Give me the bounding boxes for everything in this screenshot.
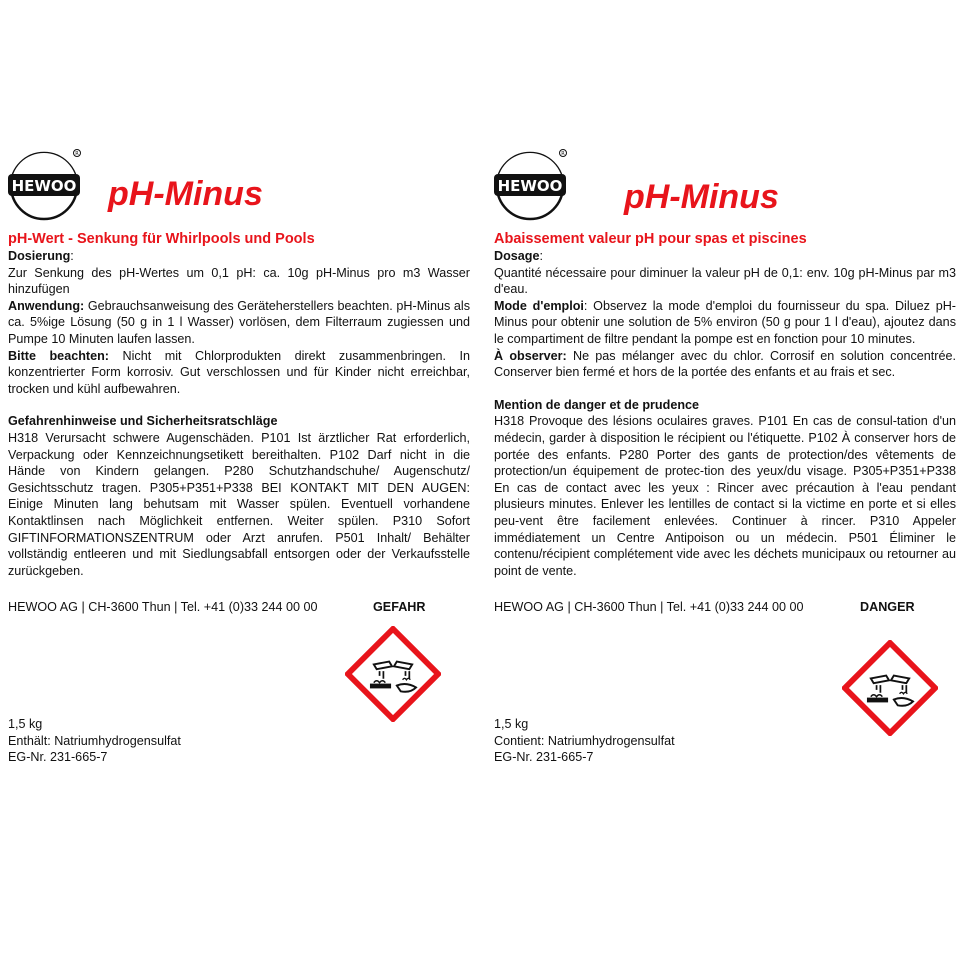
usage-label: Anwendung:: [8, 298, 85, 313]
hazard-text: H318 Provoque des lésions oculaires graves. P101 En cas de consul-tation d'un médecin, garder à disposition le récipient ou l'étiquette. P102 À conserver hors de portée des enfants. P280 Porter des gants de protection/des vêtements de protection/un équipement de protec-tion des yeux/du visage. P305+P351+P338 En cas de contact avec les yeux : Rincer avec précaution à l'eau pendant plusieurs minutes. Enlever les lentilles de contact si la victime en porte et si elles peu-vent être facilement enlevées. Continuer à rincer. P310 Appeler immédiatement un Centre Antipoison ou un médecin. P501 Éliminer le contenu/récipient complétement vide avec les déchets municipaux ou retourner au point de vente.: [494, 414, 956, 578]
net-weight: 1,5 kg: [8, 717, 43, 731]
ec-number: EG-Nr. 231-665-7: [494, 750, 594, 765]
note-paragraph: [494, 348, 956, 381]
product-title: pH-Minus: [624, 178, 779, 216]
note-paragraph: [8, 348, 470, 398]
svg-text:R: R: [561, 151, 565, 157]
label-german: [8, 146, 470, 621]
corrosive-ghs-pictogram-icon: [345, 626, 441, 722]
dosage-heading: Dosage:: [494, 249, 543, 263]
contents: Enthält: Natriumhydrogensulfat: [8, 733, 181, 748]
contact-info: HEWOO AG | CH-3600 Thun | Tel. +41 (0)33 244 00 00: [494, 600, 804, 615]
brand-name: HEWOO: [497, 177, 563, 195]
label-header: [494, 146, 956, 230]
contact-info: HEWOO AG | CH-3600 Thun | Tel. +41 (0)33 244 00 00: [8, 600, 318, 615]
label-french: [494, 146, 956, 621]
footer-german: [8, 716, 181, 766]
hazard-text: H318 Verursacht schwere Augenschäden. P101 Ist ärztlicher Rat erforderlich, Verpackung oder Kennzeichnungsetikett bereithalten. P102 Darf nicht in die Hände von Kindern gelangen. P280 Schutzhandschuhe/ Augenschutz/ Gesichtsschutz tragen. P305+P351+P338 BEI KONTAKT MIT DEN AUGEN: Einige Minuten lang behutsam mit Wasser spülen. Eventuell vorhandene Kontaktlinsen nach Möglichkeit entfernen. Weiter spülen. P310 Sofort GIFTINFORMATIONSZENTRUM oder Arzt anrufen. P501 Inhalt/ Behälter vollständig entleeren und mit Siedlungsabfall entsorgen oder der Verkaufsstelle zurückgeben.: [8, 430, 470, 578]
product-subtitle: pH-Wert - Senkung für Whirlpools und Pools: [8, 231, 315, 247]
net-weight: 1,5 kg: [494, 717, 529, 731]
brand-name: HEWOO: [11, 177, 77, 195]
usage-label: Mode d'emploi: [494, 298, 584, 313]
note-label: À observer:: [494, 348, 567, 363]
contact-row: [494, 599, 956, 621]
dosage-text: Quantité nécessaire pour diminuer la valeur pH de 0,1: env. 10g pH-Minus par m3 d'eau.: [494, 265, 956, 297]
contents: Contient: Natriumhydrogensulfat: [494, 733, 675, 748]
svg-text:R: R: [75, 151, 79, 157]
usage-text: : Observez la mode d'emploi du fournisseur du spa. Diluez pH-Minus pour obtenir une solution de 5% environ (50 g pour 1 l d'eau), ajoutez dans le compartiment de filtre pendant la pompe est en fonction pour 10 minutes.: [494, 298, 956, 346]
note-text: Ne pas mélanger avec du chlor. Corrosif en solution concentrée. Conserver bien fermé et hors de la portée des enfants et au frais et sec.: [494, 348, 956, 380]
label-header: [8, 146, 470, 230]
note-label: Bitte beachten:: [8, 348, 109, 363]
hewoo-logo-icon: [494, 146, 570, 222]
contact-row: [8, 599, 470, 621]
dosage-heading: Dosierung:: [8, 249, 74, 263]
signal-word: DANGER: [860, 600, 915, 615]
usage-paragraph: [494, 298, 956, 348]
product-subtitle: Abaissement valeur pH pour spas et piscines: [494, 231, 807, 247]
corrosive-ghs-pictogram-icon: [842, 640, 938, 736]
hewoo-logo-icon: [8, 146, 84, 222]
hazard-title: Gefahrenhinweise und Sicherheitsratschläge: [8, 414, 278, 429]
usage-text: Gebrauchsanweisung des Geräteherstellers beachten. pH-Minus als ca. 5%ige Lösung (50 g in 1 l Wasser) vorlösen, dem Filterraum zugiessen und Pumpe 10 Minuten laufen lassen.: [8, 298, 471, 346]
usage-paragraph: [8, 298, 470, 348]
dosage-text: Zur Senkung des pH-Wertes um 0,1 pH: ca. 10g pH-Minus pro m3 Wasser hinzufügen: [8, 265, 470, 297]
product-title: pH-Minus: [108, 175, 263, 213]
ec-number: EG-Nr. 231-665-7: [8, 750, 108, 765]
hazard-title: Mention de danger et de prudence: [494, 397, 700, 412]
signal-word: GEFAHR: [373, 600, 426, 615]
footer-french: [494, 716, 675, 766]
note-text: Nicht mit Chlorprodukten direkt zusammenbringen. In konzentrierter Form korrosiv. Gut verschlossen und für Kinder nicht erreichbar, trocken und kühl aufbewahren.: [8, 348, 471, 396]
